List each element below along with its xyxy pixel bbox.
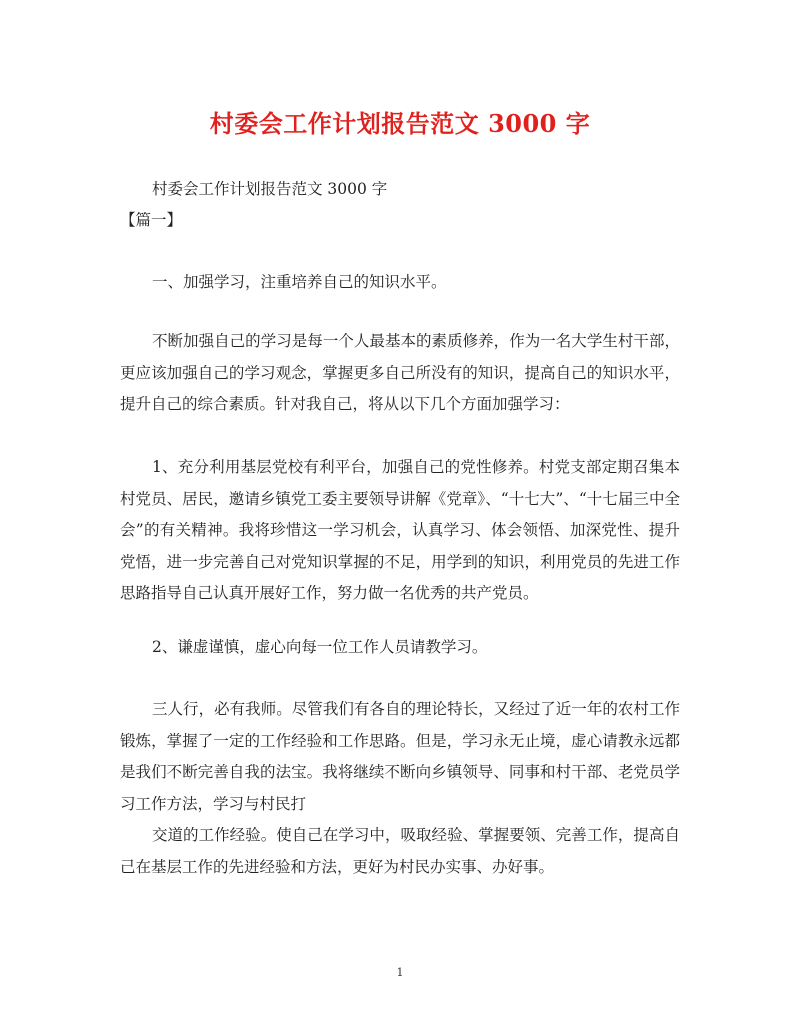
paragraph-1: 不断加强自己的学习是每一个人最基本的素质修养，作为一名大学生村干部，更应该加强自己的学习观念，掌握更多自己所没有的知识，提高自己的知识水平，提升自己的综合素质。针对我自己，将从以下几个方面加强学习： [120, 332, 680, 413]
section-label: 【篇一】 [120, 211, 183, 229]
heading-1: 一、加强学习，注重培养自己的知识水平。 [152, 273, 447, 291]
paragraph-2: 1、充分利用基层党校有利平台，加强自己的党性修养。村党支部定期召集本村党员、居民，邀请乡镇党工委主要领导讲解《党章》、“十七大”、“十七届三中全会”的有关精神。我将珍惜这一学习机会，认真学习、体会领悟、加深党性、提升党悟，进一步完善自己对党知识掌握的不足，用学到的知识，利用党员的先进工作思路指导自己认真开展好工作，努力做一名优秀的共产党员。 [120, 458, 680, 602]
paragraph-3: 三人行，必有我师。尽管我们有各自的理论特长，又经过了近一年的农村工作锻炼，掌握了一定的工作经验和工作思路。但是，学习永无止境，虚心请教永远都是我们不断完善自我的法宝。我将继续不断向乡镇领导、同事和村干部、老党员学习工作方法，学习与村民打 [120, 700, 680, 813]
heading-2: 2、谦虚谨慎，虚心向每一位工作人员请教学习。 [152, 638, 488, 656]
page-number: 1 [396, 966, 404, 979]
document-subtitle: 村委会工作计划报告范文 3000 字 [152, 180, 388, 198]
paragraph-4: 交道的工作经验。使自己在学习中，吸取经验、掌握要领、完善工作，提高自己在基层工作的先进经验和方法，更好为村民办实事、办好事。 [120, 826, 680, 876]
document-title: 村委会工作计划报告范文 3000 字 [209, 109, 591, 138]
